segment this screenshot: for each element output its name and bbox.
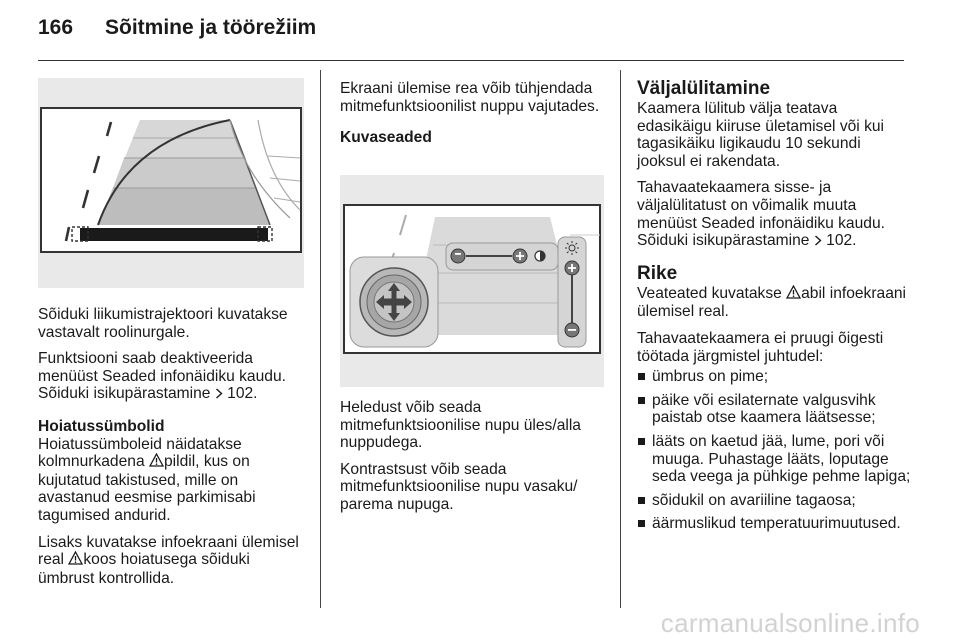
paragraph [38, 534, 310, 588]
section-heading: Kuvaseaded [340, 129, 432, 147]
paragraph-text: Lisaks kuvatakse infoekraani ülemisel real [38, 533, 299, 569]
paragraph-text: Veateated kuvatakse [637, 284, 787, 302]
list-item: päike või esilaternate valgusvihk paistab otse kaamera läätsesse; [637, 392, 911, 427]
page-title: Sõitmine ja töörežiim [105, 16, 317, 39]
paragraph-text: Funktsiooni saab deaktiveerida menüüst Seaded infonäidiku kaudu. Sõiduki isikupärastamine [38, 350, 286, 403]
list-item: ümbrus on pime; [637, 368, 911, 386]
conditions-list [637, 368, 911, 533]
section-heading: Väljalülitamine [637, 78, 771, 99]
reference-arrow-icon [814, 233, 822, 251]
watermark: carmanualsonline.info [660, 608, 920, 638]
camera-trajectory-figure [38, 78, 304, 288]
section-heading: Hoiatussümbolid [38, 417, 165, 435]
warning-triangle-icon [786, 285, 801, 304]
warning-triangle-icon [68, 551, 83, 570]
list-item: äärmuslikud temperatuurimuutused. [637, 515, 911, 533]
page-reference: 102. [222, 385, 258, 403]
list-item: lääts on kaetud jää, lume, pori või muuga. Puhastage lääts, loputage seda veega ja pühkige pehme lapiga; [637, 433, 911, 486]
page-header [38, 16, 316, 40]
display-settings-figure [340, 175, 604, 387]
page-reference: 102. [821, 232, 857, 250]
paragraph: Tahavaatekaamera ei pruugi õigesti töötada järgmistel juhtudel: [637, 329, 884, 365]
paragraph-text: pildil, kus on kujutatud takistused, mille on avastanud eesmise parkimisabi tagumised andurid. [38, 453, 256, 524]
paragraph: Kaamera lülitub välja teatava edasikäigu kiiruse ületamisel või kui tagasikäiku ligikaudu 10 sekundi jooksul ei rakendata. [637, 100, 885, 170]
column-middle-bottom [340, 399, 612, 514]
camera-trajectory-illustration [38, 78, 304, 288]
paragraph [38, 436, 310, 525]
column-divider [620, 70, 621, 608]
paragraph-text: Hoiatussümboleid näidatakse kolmnurkadena [38, 435, 242, 471]
reference-arrow-icon [215, 386, 223, 404]
column-left [38, 306, 310, 587]
paragraph: Kontrastsust võib seada mitmefunktsioonilise nupu vasaku/ parema nupuga. [340, 460, 578, 513]
list-item: sõidukil on avariiline tagaosa; [637, 492, 911, 510]
paragraph [637, 179, 911, 250]
paragraph: Sõiduki liikumistrajektoori kuvatakse vastavalt roolinurgale. [38, 306, 288, 341]
column-middle [340, 80, 612, 147]
page-number: 166 [38, 16, 74, 39]
paragraph-text: koos hoiatusega sõiduki ümbrust kontrollida. [38, 551, 250, 587]
column-right [637, 78, 911, 539]
paragraph: Heledust võib seada mitmefunktsioonilise nupu üles/alla nuppudega. [340, 399, 581, 452]
paragraph: Ekraani ülemise rea võib tühjendada mitmefunktsioonilist nuppu vajutades. [340, 80, 600, 115]
display-settings-illustration [340, 175, 604, 387]
column-divider [320, 70, 321, 608]
paragraph [637, 285, 911, 321]
warning-triangle-icon [149, 453, 164, 472]
paragraph-text: abil infoekraani ülemisel real. [637, 284, 907, 321]
paragraph-text: Tahavaatekaamera sisse- ja väljalülitatust on võimalik muuta menüüst Seaded infonäidiku kaudu. Sõiduki isikupärastamine [637, 179, 885, 250]
section-heading: Rike [637, 262, 678, 284]
header-rule [38, 60, 904, 61]
paragraph [38, 350, 310, 404]
